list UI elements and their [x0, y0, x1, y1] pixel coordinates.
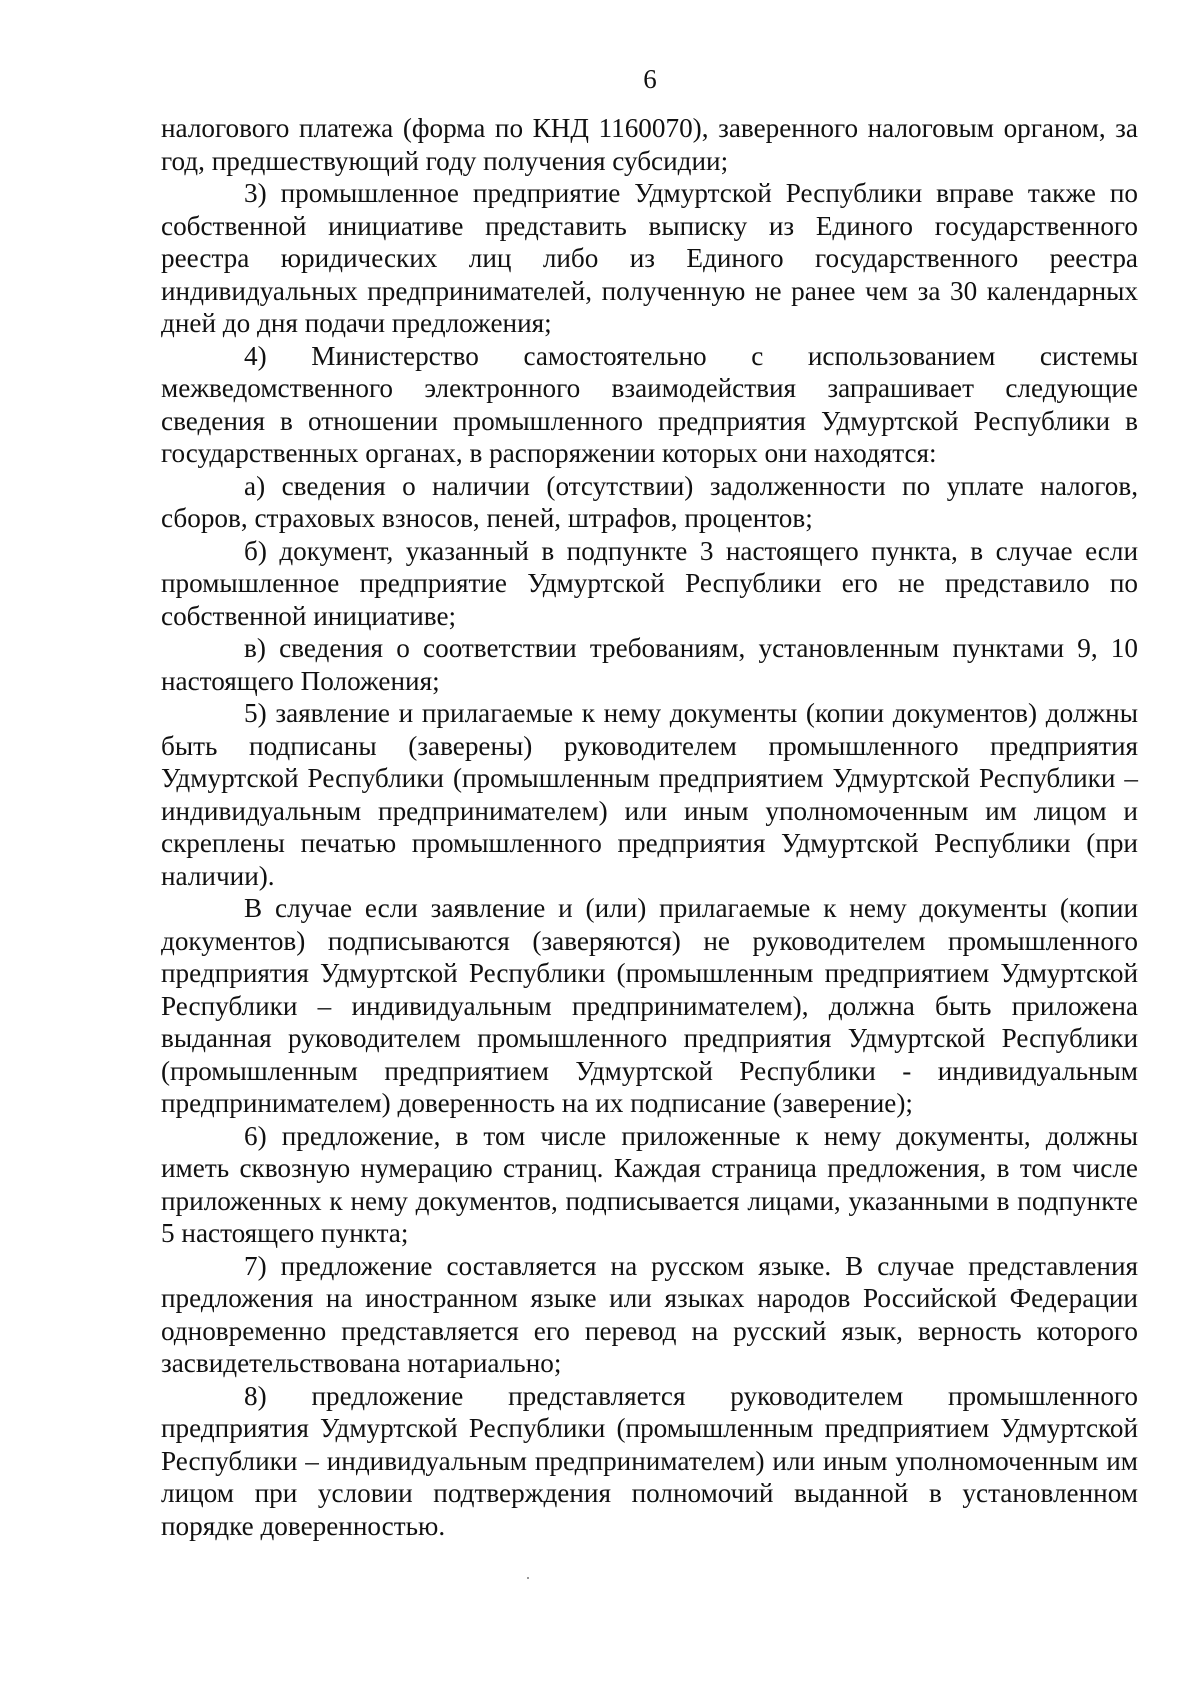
paragraph-continuation: налогового платежа (форма по КНД 1160070), заверенного налоговым органом, за год, предшествующий году получения субсидии;: [161, 113, 1138, 176]
paragraph-item-5-continuation: В случае если заявление и (или) прилагаемые к нему документы (копии документов) подписываются (заверяются) не руководителем промышленного предприятия Удмуртской Республики (промышленным предприятием Удмуртской Республики – индивидуальным предпринимателем), должна быть приложена выданная руководителем промышленного предприятия Удмуртской Республики (промышленным предприятием Удмуртской Республики - индивидуальным предпринимателем) доверенность на их подписание (заверение);: [161, 893, 1138, 1118]
paragraph-item-6: 6) предложение, в том числе приложенные к нему документы, должны иметь сквозную нумерацию страниц. Каждая страница предложения, в том числе приложенных к нему документов, подписывается лицами, указанными в подпункте 5 настоящего пункта;: [161, 1120, 1138, 1248]
paragraph-item-5: 5) заявление и прилагаемые к нему документы (копии документов) должны быть подписаны (заверены) руководителем промышленного предприятия Удмуртской Республики (промышленным предприятием Удмуртской Республики – индивидуальным предпринимателем) или иным уполномоченным им лицом и скреплены печатью промышленного предприятия Удмуртской Республики (при наличии).: [161, 698, 1138, 891]
paragraph-item-7: 7) предложение составляется на русском языке. В случае представления предложения на иностранном языке или языках народов Российской Федерации одновременно представляется его перевод на русский язык, верность которого засвидетельствована нотариально;: [161, 1250, 1138, 1378]
paragraph-subitem-b: б) документ, указанный в подпункте 3 настоящего пункта, в случае если промышленное предприятие Удмуртской Республики его не представило по собственной инициативе;: [161, 535, 1138, 631]
paragraph-subitem-v: в) сведения о соответствии требованиям, установленным пунктами 9, 10 настоящего Положения;: [161, 633, 1138, 696]
paragraph-subitem-a: а) сведения о наличии (отсутствии) задолженности по уплате налогов, сборов, страховых взносов, пеней, штрафов, процентов;: [161, 470, 1138, 533]
paragraph-item-4: 4) Министерство самостоятельно с использованием системы межведомственного электронного взаимодействия запрашивает следующие сведения в отношении промышленного предприятия Удмуртской Республики в государственных органах, в распоряжении которых они находятся:: [161, 340, 1138, 468]
page-number: 6: [643, 64, 657, 94]
scan-speck: [527, 1577, 529, 1579]
paragraph-item-3: 3) промышленное предприятие Удмуртской Республики вправе также по собственной инициативе представить выписку из Единого государственного реестра юридических лиц либо из Единого государственного реестра индивидуальных предпринимателей, полученную не ранее чем за 30 календарных дней до дня подачи предложения;: [161, 178, 1138, 338]
paragraph-item-8: 8) предложение представляется руководителем промышленного предприятия Удмуртской Республики (промышленным предприятием Удмуртской Республики – индивидуальным предпринимателем) или иным уполномоченным им лицом при условии подтверждения полномочий выданной в установленном порядке доверенностью.: [161, 1380, 1138, 1541]
document-body: [161, 112, 1138, 1542]
